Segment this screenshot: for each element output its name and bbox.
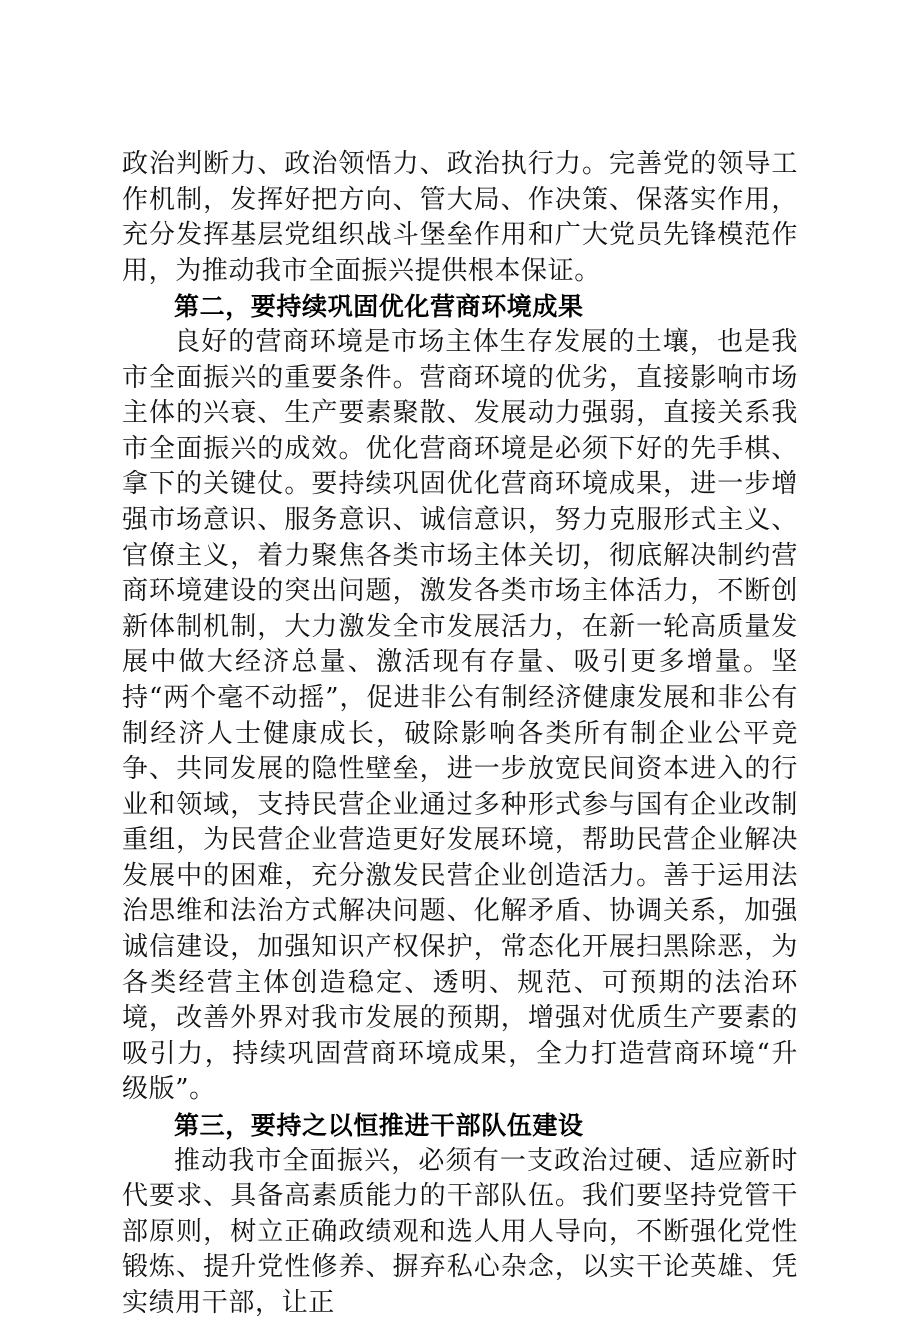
paragraph-2: 良好的营商环境是市场主体生存发展的土壤，也是我市全面振兴的重要条件。营商环境的优劣，直接影响市场主体的兴衰、生产要素聚散、发展动力强弱，直接关系我市全面振兴的成效。优化营商环境是必须下好的先手棋、拿下的关键仗。要持续巩固优化营商环境成果，进一步增强市场意识、服务意识、诚信意识，努力克服形式主义、官僚主义，着力聚焦各类市场主体关切，彻底解决制约营商环境建设的突出问题，激发各类市场主体活力，不断创新体制机制，大力激发全市发展活力，在新一轮高质量发展中做大经济总量、激活现有存量、吸引更多增量。坚持“两个毫不动摇”，促进非公有制经济健康发展和非公有制经济人士健康成长，破除影响各类所有制企业公平竞争、共同发展的隐性壁垒，进一步放宽民间资本进入的行业和领域，支持民营企业通过多种形式参与国有企业改制重组，为民营企业营造更好发展环境，帮助民营企业解决发展中的困难，充分激发民营企业创造活力。善于运用法治思维和法治方式解决问题、化解矛盾、协调关系，加强诚信建设，加强知识产权保护，常态化开展扫黑除恶，为各类经营主体创造稳定、透明、规范、可预期的法治环境，改善外界对我市发展的预期，增强对优质生产要素的吸引力，持续巩固营商环境成果，全力打造营商环境“升级版”。	[122, 326, 798, 1105]
section-heading-2: 第二，要持续巩固优化营商环境成果	[174, 292, 584, 322]
paragraph-1: 政治判断力、政治领悟力、政治执行力。完善党的领导工作机制，发挥好把方向、管大局、作决策、保落实作用，充分发挥基层党组织战斗堡垒作用和广大党员先锋模范作用，为推动我市全面振兴提供根本保证。	[122, 149, 798, 286]
paragraph-3: 推动我市全面振兴，必须有一支政治过硬、适应新时代要求、具备高素质能力的干部队伍。我们要坚持党管干部原则，树立正确政绩观和选人用人导向，不断强化党性锻炼、提升党性修养、摒弃私心杂念，以实干论英雄、凭实绩用干部，让正	[122, 1145, 798, 1318]
section-heading-3: 第三，要持之以恒推进干部队伍建设	[174, 1111, 584, 1141]
document-body	[122, 147, 798, 1322]
